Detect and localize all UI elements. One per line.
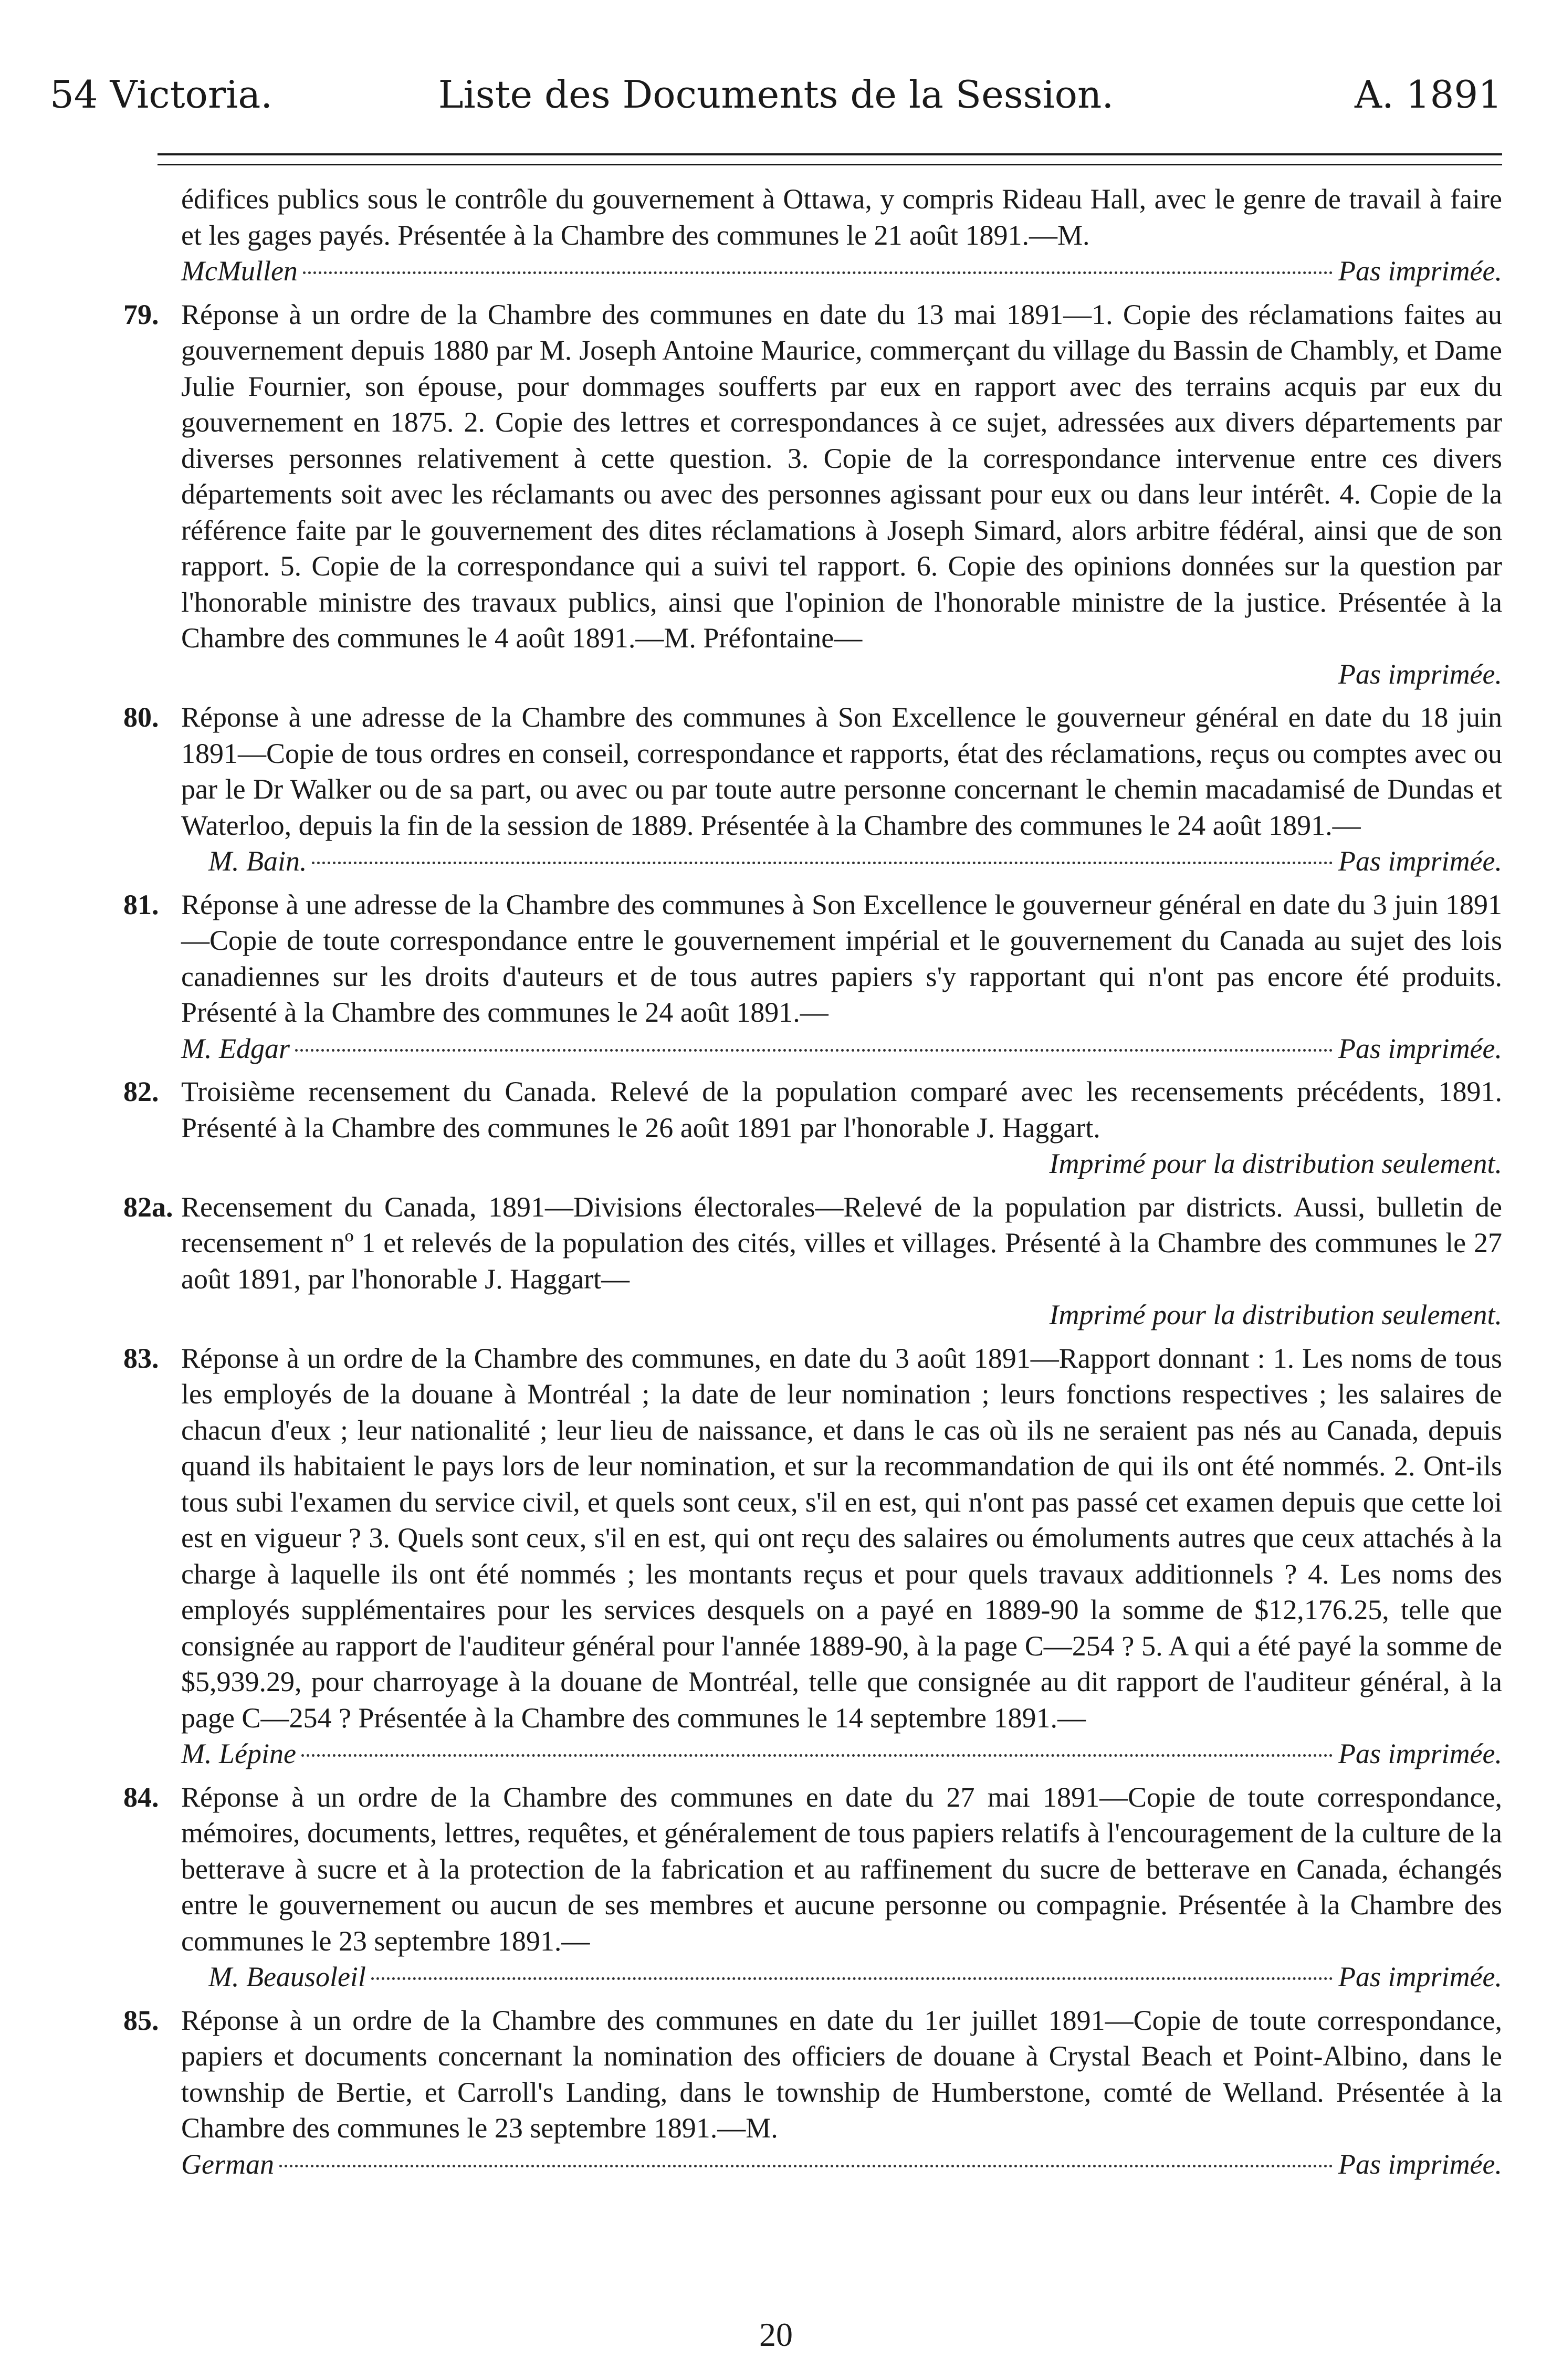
entry-tail — [208, 843, 1502, 879]
entry-number: 80. — [123, 701, 159, 733]
entry-status: Imprimé pour la distribution seulement. — [1049, 1148, 1502, 1179]
list-item — [50, 699, 1502, 879]
entry-text: Réponse à une adresse de la Chambre des communes à Son Excellence le gouverneur général en date du 18 juin 1891—Copie de tous ordres en conseil, correspondance et rapports, état des réclamations, reçus ou comptes avec ou par le Dr Walker ou de sa part, ou avec ou par toute autre personne concernant le chemin macadamisé de Dundas et Waterloo, depuis la fin de la session de 1889. Présentée à la Chambre des communes le 24 août 1891.— — [181, 701, 1502, 841]
header-rule-thin — [158, 164, 1502, 165]
list-item — [50, 1189, 1502, 1333]
entry-tail — [181, 1736, 1502, 1772]
list-item — [50, 887, 1502, 1067]
page-number: 20 — [759, 2316, 793, 2353]
header-rule — [158, 153, 1502, 155]
header-title: Liste des Documents de la Session. — [438, 72, 1114, 117]
entry-text: Réponse à un ordre de la Chambre des communes en date du 13 mai 1891—1. Copie des réclamations faites au gouvernement depuis 1880 par M. Joseph Antoine Maurice, commerçant du village du Bassin de Chambly, et Dame Julie Fournier, son épouse, pour dommages soufferts par eux en rapport avec des terrains acquis par eux du gouvernement en 1875. 2. Copie des lettres et correspondances à ce sujet, adressées aux divers départements par diverses personnes relativement à cette question. 3. Copie de la correspondance intervenue entre ces divers départements soit avec les réclamants ou avec des personnes agissant pour eux ou dans leur intérêt. 4. Copie de la référence faite par le gouvernement des dites réclamations à Joseph Simard, alors arbitre fédéral, ainsi que de son rapport. 5. Copie de la correspondance qui a suivi tel rapport. 6. Copie des opinions données sur la question par l'honorable ministre des travaux publics, ainsi que l'opinion de l'honorable ministre de la justice. Présentée à la Chambre des communes le 4 août 1891.—M. Préfontaine— — [181, 298, 1502, 654]
header-year: A. 1891 — [1354, 72, 1502, 117]
entry-tail — [208, 1959, 1502, 1995]
entry-number: 84. — [123, 1781, 159, 1813]
entry-text: Réponse à un ordre de la Chambre des communes en date du 27 mai 1891—Copie de toute correspondance, mémoires, documents, lettres, requêtes, et généralement de tous papiers relatifs à l'encouragement de la culture de la betterave à sucre et à la protection de la fabrication et au raffinement du sucre de betterave en Canada, échangés entre le gouvernement ou aucun de ses membres et aucune personne ou compagnie. Présentée à la Chambre des communes le 23 septembre 1891.— — [181, 1781, 1502, 1957]
document-list — [50, 181, 1502, 2189]
leader-dots — [303, 271, 1333, 274]
leader-dots — [279, 2165, 1333, 2167]
entry-text: Troisième recensement du Canada. Relevé de la population comparé avec les recensements précédents, 1891. Présenté à la Chambre des communes le 26 août 1891 par l'honorable J. Haggart. — [181, 1076, 1502, 1144]
entry-member: German — [181, 2148, 274, 2180]
list-item — [50, 1340, 1502, 1772]
leader-dots — [371, 1977, 1333, 1980]
leader-dots — [312, 862, 1333, 864]
running-header — [50, 63, 1502, 126]
entry-status: Pas imprimée. — [1338, 845, 1502, 877]
entry-number: 85. — [123, 2004, 159, 2036]
entry-member: McMullen — [181, 255, 298, 287]
entry-member: M. Beausoleil — [208, 1961, 366, 1993]
entry-status: Pas imprimée. — [1338, 1738, 1502, 1769]
entry-tail — [181, 2146, 1502, 2183]
entry-number: 83. — [123, 1342, 159, 1374]
entry-tail — [181, 253, 1502, 289]
entry-text: Réponse à un ordre de la Chambre des communes, en date du 3 août 1891—Rapport donnant : 1. Les noms de tous les employés de la douane à Montréal ; la date de leur nomination ; leurs fonctions respectives ; les salaires de chacun d'eux ; leur nationalité ; leur lieu de naissance, et dans le cas où ils ne seraient pas nés au Canada, depuis quand ils habitaient le pays lors de leur nomination, et sur la recommandation de qui ils ont été nommés. 2. Ont-ils tous subi l'examen du service civil, et quels sont ceux, s'il en est, qui n'ont pas passé cet examen depuis que cette loi est en vigueur ? 3. Quels sont ceux, s'il en est, qui ont reçu des salaires ou émoluments autres que ceux attachés à la charge à laquelle ils ont été nommés ; les montants reçus et pour quels travaux additionnels ? 4. Les noms des employés supplémentaires pour les services desquels on a payé en 1889-90 la somme de $12,176.25, telle que consignée au rapport de l'auditeur général pour l'année 1889-90, à la page C—254 ? 5. A qui a été payé la somme de $5,939.29, pour charroyage à la douane de Montréal, telle que consignée au dit rapport de l'auditeur général, à la page C—254 ? Présentée à la Chambre des communes le 14 septembre 1891.— — [181, 1342, 1502, 1734]
entry-member: M. Lépine — [181, 1738, 296, 1769]
entry-text: Réponse à une adresse de la Chambre des communes à Son Excellence le gouverneur général en date du 3 juin 1891—Copie de toute correspondance entre le gouvernement impérial et le gouvernement du Canada au sujet des lois canadiennes sur les droits d'auteurs et de tous autres papiers s'y rapportant qui n'ont pas encore été produits. Présenté à la Chambre des communes le 24 août 1891.— — [181, 888, 1502, 1028]
entry-number: 81. — [123, 888, 159, 920]
header-volume: 54 Victoria. — [50, 72, 273, 117]
entry-status: Pas imprimée. — [1338, 1961, 1502, 1993]
entry-text: Recensement du Canada, 1891—Divisions électorales—Relevé de la population par districts. Aussi, bulletin de recensement nº 1 et relevés de la population des cités, villes et villages. Présenté à la Chambre des communes le 27 août 1891, par l'honorable J. Haggart— — [181, 1191, 1502, 1295]
list-item — [50, 181, 1502, 289]
leader-dots — [301, 1754, 1333, 1757]
list-item — [50, 1779, 1502, 1995]
entry-number: 79. — [123, 298, 159, 330]
entry-number: 82. — [123, 1076, 159, 1107]
entry-text: Réponse à un ordre de la Chambre des communes en date du 1er juillet 1891—Copie de toute correspondance, papiers et documents concernant la nomination des officiers de douane à Crystal Beach et Point-Albino, dans le township de Bertie, et Carroll's Landing, dans le township de Humberstone, comté de Welland. Présentée à la Chambre des communes le 23 septembre 1891.—M. — [181, 2004, 1502, 2144]
entry-tail — [181, 1031, 1502, 1067]
entry-status: Pas imprimée. — [1338, 658, 1502, 690]
list-item — [50, 2002, 1502, 2183]
entry-text: édifices publics sous le contrôle du gouvernement à Ottawa, y compris Rideau Hall, avec le genre de travail à faire et les gages payés. Présentée à la Chambre des communes le 21 août 1891.—M. — [181, 183, 1502, 251]
entry-member: M. Bain. — [208, 845, 307, 877]
entry-member: M. Edgar — [181, 1032, 290, 1064]
entry-status: Pas imprimée. — [1338, 2148, 1502, 2180]
leader-dots — [295, 1049, 1333, 1052]
list-item — [50, 1074, 1502, 1182]
entry-number: 82a. — [123, 1191, 173, 1223]
entry-status: Imprimé pour la distribution seulement. — [1049, 1299, 1502, 1330]
list-item — [50, 297, 1502, 693]
entry-status: Pas imprimée. — [1338, 1032, 1502, 1064]
entry-status: Pas imprimée. — [1338, 255, 1502, 287]
